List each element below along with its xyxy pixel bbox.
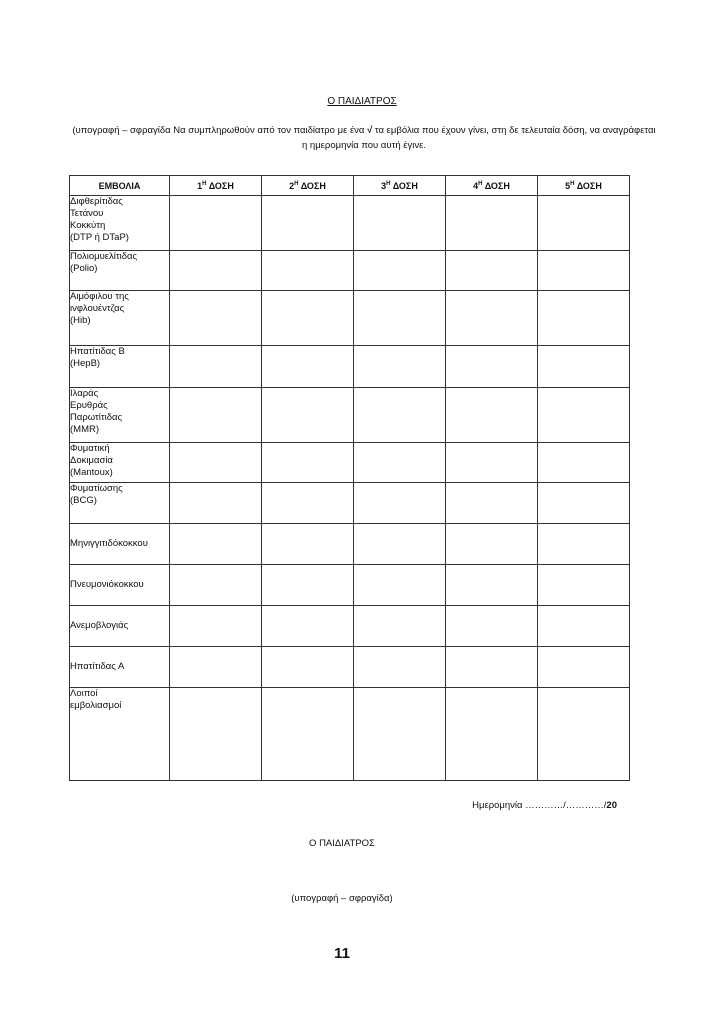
dose-cell[interactable] [354, 291, 446, 346]
table-header-row [70, 176, 630, 196]
dose-cell[interactable] [354, 606, 446, 647]
vaccine-name-mmr: Ιλαράς Ερυθράς Παρωτίτιδας (MMR) [70, 388, 170, 443]
dose-cell[interactable] [262, 346, 354, 388]
dose-cell[interactable] [446, 251, 538, 291]
dose-cell[interactable] [354, 565, 446, 606]
dose-cell[interactable] [354, 196, 446, 251]
dose-cell[interactable] [262, 196, 354, 251]
dose-cell[interactable] [354, 251, 446, 291]
dose-cell[interactable] [262, 524, 354, 565]
vaccine-column-header: ΕΜΒΟΛΙΑ [70, 176, 170, 196]
dose-cell[interactable] [170, 524, 262, 565]
dose-cell[interactable] [262, 388, 354, 443]
dose-cell[interactable] [446, 291, 538, 346]
table-row [70, 483, 630, 524]
dose-cell[interactable] [538, 291, 630, 346]
dose-cell[interactable] [262, 565, 354, 606]
dose-cell[interactable] [262, 647, 354, 688]
vaccine-name-polio: Πολιομυελίτιδας (Polio) [70, 251, 170, 291]
vaccination-table [69, 175, 630, 781]
dose-cell[interactable] [262, 443, 354, 483]
dose-cell[interactable] [538, 388, 630, 443]
dose-cell[interactable] [538, 483, 630, 524]
vaccine-name-bcg: Φυματίωσης (BCG) [70, 483, 170, 524]
dose-cell[interactable] [262, 688, 354, 781]
dose-cell[interactable] [170, 251, 262, 291]
dose-cell[interactable] [170, 647, 262, 688]
table-row [70, 388, 630, 443]
dose-cell[interactable] [538, 251, 630, 291]
vaccine-name-hepb: Ηπατίτιδας Β (HepB) [70, 346, 170, 388]
dose-cell[interactable] [170, 388, 262, 443]
dose-cell[interactable] [538, 647, 630, 688]
dose-cell[interactable] [170, 291, 262, 346]
dose-cell[interactable] [446, 346, 538, 388]
instructions-paragraph [70, 123, 658, 153]
vaccine-name-hepa: Ηπατίτιδας Α [70, 647, 170, 688]
vaccine-name-dtp: Διφθερίτιδας Τετάνου Κοκκύτη (DTP ή DTaP) [70, 196, 170, 251]
dose-cell[interactable] [446, 196, 538, 251]
table-row [70, 524, 630, 565]
table-row [70, 346, 630, 388]
dose-1-header: $1^H$ ΔΟΣΗ [170, 176, 262, 196]
table-row [70, 196, 630, 251]
dose-cell[interactable] [262, 483, 354, 524]
date-line [472, 800, 617, 811]
dose-cell[interactable] [170, 443, 262, 483]
page-number: 11 [334, 945, 350, 962]
vaccine-name-mantoux: Φυματική Δοκιμασία (Mantoux) [70, 443, 170, 483]
dose-cell[interactable] [446, 688, 538, 781]
checkmark-symbol: √ [367, 125, 373, 136]
table-row [70, 688, 630, 781]
dose-cell[interactable] [170, 688, 262, 781]
dose-cell[interactable] [446, 606, 538, 647]
dose-cell[interactable] [538, 346, 630, 388]
vaccine-name-meningococcal: Μηνιγγιτιδόκοκκου [70, 524, 170, 565]
dose-3-header: $3^H$ ΔΟΣΗ [354, 176, 446, 196]
dose-cell[interactable] [446, 443, 538, 483]
dose-cell[interactable] [538, 688, 630, 781]
table-row [70, 606, 630, 647]
vaccine-name-pneumococcal: Πνευμονιόκοκκου [70, 565, 170, 606]
dose-cell[interactable] [170, 196, 262, 251]
dose-5-header: $5^H$ ΔΟΣΗ [538, 176, 630, 196]
dose-cell[interactable] [262, 606, 354, 647]
dose-cell[interactable] [538, 606, 630, 647]
table-row [70, 251, 630, 291]
dose-cell[interactable] [446, 483, 538, 524]
dose-2-header: $2^H$ ΔΟΣΗ [262, 176, 354, 196]
signer-title: Ο ΠΑΙΔΙΑΤΡΟΣ [309, 838, 375, 849]
dose-cell[interactable] [446, 524, 538, 565]
date-year: 20 [606, 800, 617, 811]
instructions-text-before: (υπογραφή – σφραγίδα Να συμπληρωθούν από τον παιδίατρο με ένα [72, 125, 368, 136]
table-row [70, 565, 630, 606]
dose-cell[interactable] [538, 565, 630, 606]
dose-cell[interactable] [170, 346, 262, 388]
dose-cell[interactable] [538, 443, 630, 483]
date-label: Ημερομηνία …………/…………/ [472, 800, 607, 811]
dose-cell[interactable] [538, 524, 630, 565]
table-row [70, 443, 630, 483]
vaccine-name-other: Λοιποί εμβολιασμοί [70, 688, 170, 781]
instructions-text-after: τα εμβόλια που έχουν γίνει, στη δε τελευταία δόση, να αναγράφεται η ημερομηνία που αυτή έγινε. [302, 125, 656, 151]
dose-cell[interactable] [446, 565, 538, 606]
dose-cell[interactable] [354, 524, 446, 565]
dose-cell[interactable] [354, 388, 446, 443]
dose-cell[interactable] [354, 443, 446, 483]
dose-cell[interactable] [354, 346, 446, 388]
dose-4-header: $4^H$ ΔΟΣΗ [446, 176, 538, 196]
dose-cell[interactable] [538, 196, 630, 251]
dose-cell[interactable] [446, 647, 538, 688]
table-row [70, 647, 630, 688]
dose-cell[interactable] [262, 291, 354, 346]
dose-cell[interactable] [354, 688, 446, 781]
signature-note: (υπογραφή – σφραγίδα) [291, 893, 393, 904]
table-row [70, 291, 630, 346]
vaccine-name-varicella: Ανεμοβλογιάς [70, 606, 170, 647]
dose-cell[interactable] [262, 251, 354, 291]
dose-cell[interactable] [170, 565, 262, 606]
dose-cell[interactable] [170, 483, 262, 524]
dose-cell[interactable] [446, 388, 538, 443]
dose-cell[interactable] [354, 483, 446, 524]
dose-cell[interactable] [354, 647, 446, 688]
vaccine-name-hib: Αιμόφιλου της ινφλουέντζας (Hib) [70, 291, 170, 346]
page-title: Ο ΠΑΙΔΙΑΤΡΟΣ [327, 96, 397, 107]
dose-cell[interactable] [170, 606, 262, 647]
